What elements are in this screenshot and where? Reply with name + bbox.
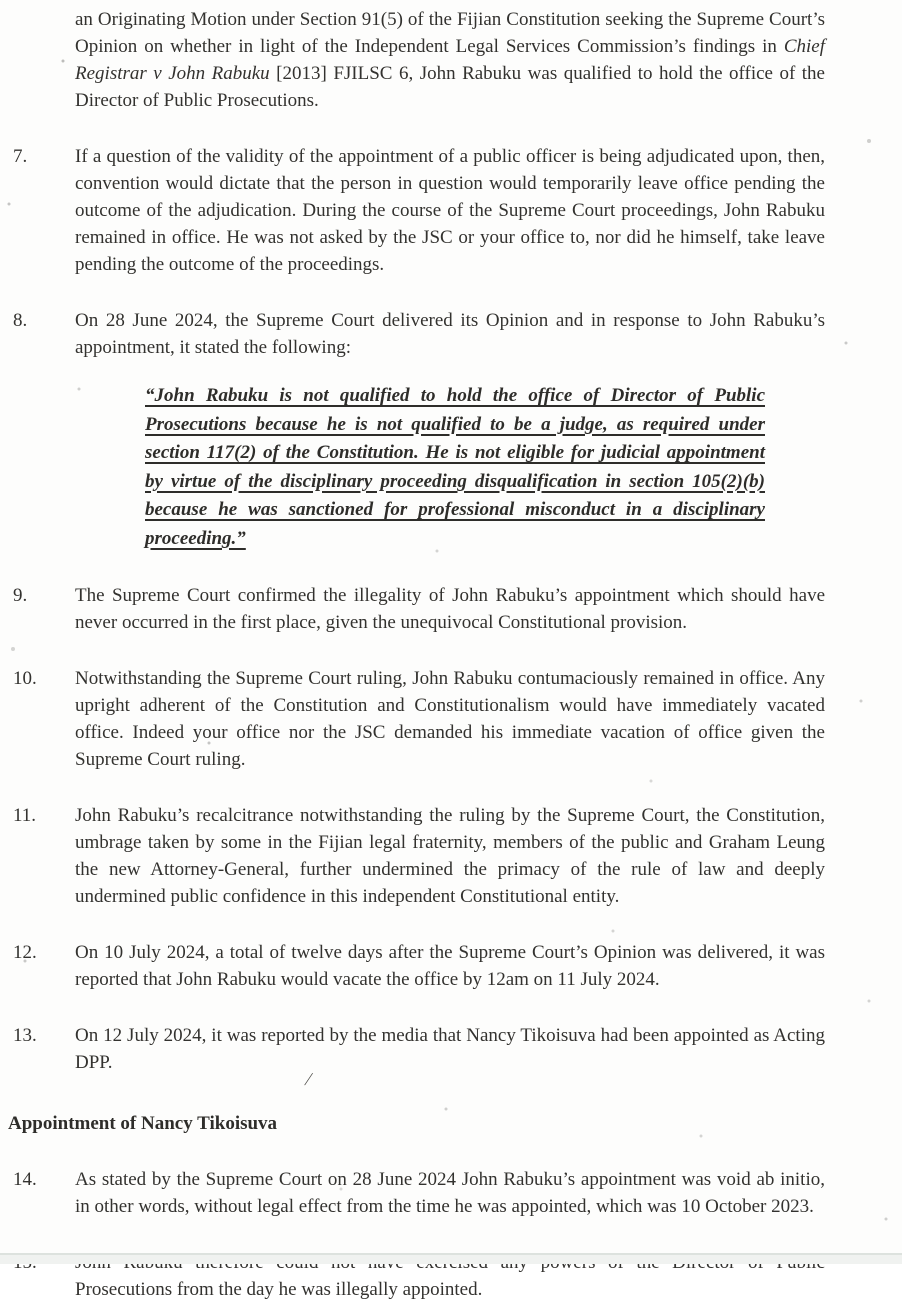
numbered-paragraph-14 xyxy=(0,1166,902,1220)
paragraph-number: 12. xyxy=(13,942,37,963)
numbered-paragraph-13 xyxy=(0,1022,902,1076)
scan-noise-speckles xyxy=(0,0,2,2)
paragraph-number: 14. xyxy=(13,1169,37,1190)
case-citation: Chief Registrar v John Rabuku xyxy=(75,36,825,84)
numbered-paragraph-7 xyxy=(0,143,902,278)
paragraph-number: 13. xyxy=(13,1025,37,1046)
paragraph-number: 9. xyxy=(13,585,28,606)
paragraph-number: 11. xyxy=(13,805,37,826)
paragraph-text: If a question of the validity of the appointment of a public officer is being adjudicated upon, then, convention would dictate that the person in question would temporarily leave office pending the outcome of the adjudication. During the course of the Supreme Court proceedings, John Rabuku remained in office. He was not asked by the JSC or your office to, nor did he himself, take leave pending the outcome of the proceedings. xyxy=(75,146,825,275)
paragraph-number: 8. xyxy=(13,310,28,331)
numbered-paragraph-8 xyxy=(0,307,902,361)
numbered-paragraph-12 xyxy=(0,939,902,993)
paragraph-text: On 28 June 2024, the Supreme Court delivered its Opinion and in response to John Rabuku’s appointment, it stated the following: xyxy=(75,310,825,358)
numbered-paragraph-11 xyxy=(0,802,902,910)
paragraph-text: As stated by the Supreme Court on 28 June 2024 John Rabuku’s appointment was void ab initio, in other words, without legal effect from the time he was appointed, which was 10 October 2023. xyxy=(75,1169,825,1217)
supreme-court-opinion-quote: “John Rabuku is not qualified to hold the office of Director of Public Prosecutions because he is not qualified to be a judge, as required under section 117(2) of the Constitution. He is not eligible for judicial appointment by virtue of the disciplinary proceeding disqualification in section 105(2)(b) because he was sanctioned for professional misconduct in a disciplinary proceeding.” xyxy=(145,385,765,549)
paragraph-text: Prosecutions from the day he was illegally appointed. xyxy=(75,1279,483,1300)
scan-stray-mark: / xyxy=(302,1069,315,1089)
paragraph-text: On 12 July 2024, it was reported by the media that Nancy Tikoisuva had been appointed as Acting DPP. xyxy=(75,1025,825,1073)
intro-paragraph xyxy=(75,6,825,114)
paragraph-text: Notwithstanding the Supreme Court ruling, John Rabuku contumaciously remained in office. Any upright adherent of the Constitution and Constitutionalism would have immediately vacated office. Indeed your office nor the JSC demanded his immediate vacation of office given the Supreme Court ruling. xyxy=(75,668,825,770)
paragraph-text: On 10 July 2024, a total of twelve days after the Supreme Court’s Opinion was delivered, it was reported that John Rabuku would vacate the office by 12am on 11 July 2024. xyxy=(75,942,825,990)
paragraph-text: John Rabuku’s recalcitrance notwithstanding the ruling by the Supreme Court, the Constitution, umbrage taken by some in the Fijian legal fraternity, members of the public and Graham Leung the new Attorney-General, further undermined the primacy of the rule of law and deeply undermined public confidence in this independent Constitutional entity. xyxy=(75,805,825,907)
scan-edge-strip xyxy=(0,1253,902,1264)
paragraph-number: 7. xyxy=(13,146,28,167)
numbered-paragraph-10 xyxy=(0,665,902,773)
paragraph-text: The Supreme Court confirmed the illegality of John Rabuku’s appointment which should have never occurred in the first place, given the unequivocal Constitutional provision. xyxy=(75,585,825,633)
numbered-paragraph-9 xyxy=(0,582,902,636)
intro-text-pre: an Originating Motion under Section 91(5) of the Fijian Constitution seeking the Supreme Court’s Opinion on whether in light of the Independent Legal Services Commission’s findings in xyxy=(75,9,825,57)
section-heading: Appointment of Nancy Tikoisuva xyxy=(8,1113,278,1134)
intro-text-post: [2013] FJILSC 6, John Rabuku was qualified to hold the office of the Director of Public Prosecutions. xyxy=(75,63,825,111)
paragraph-number: 10. xyxy=(13,668,37,689)
